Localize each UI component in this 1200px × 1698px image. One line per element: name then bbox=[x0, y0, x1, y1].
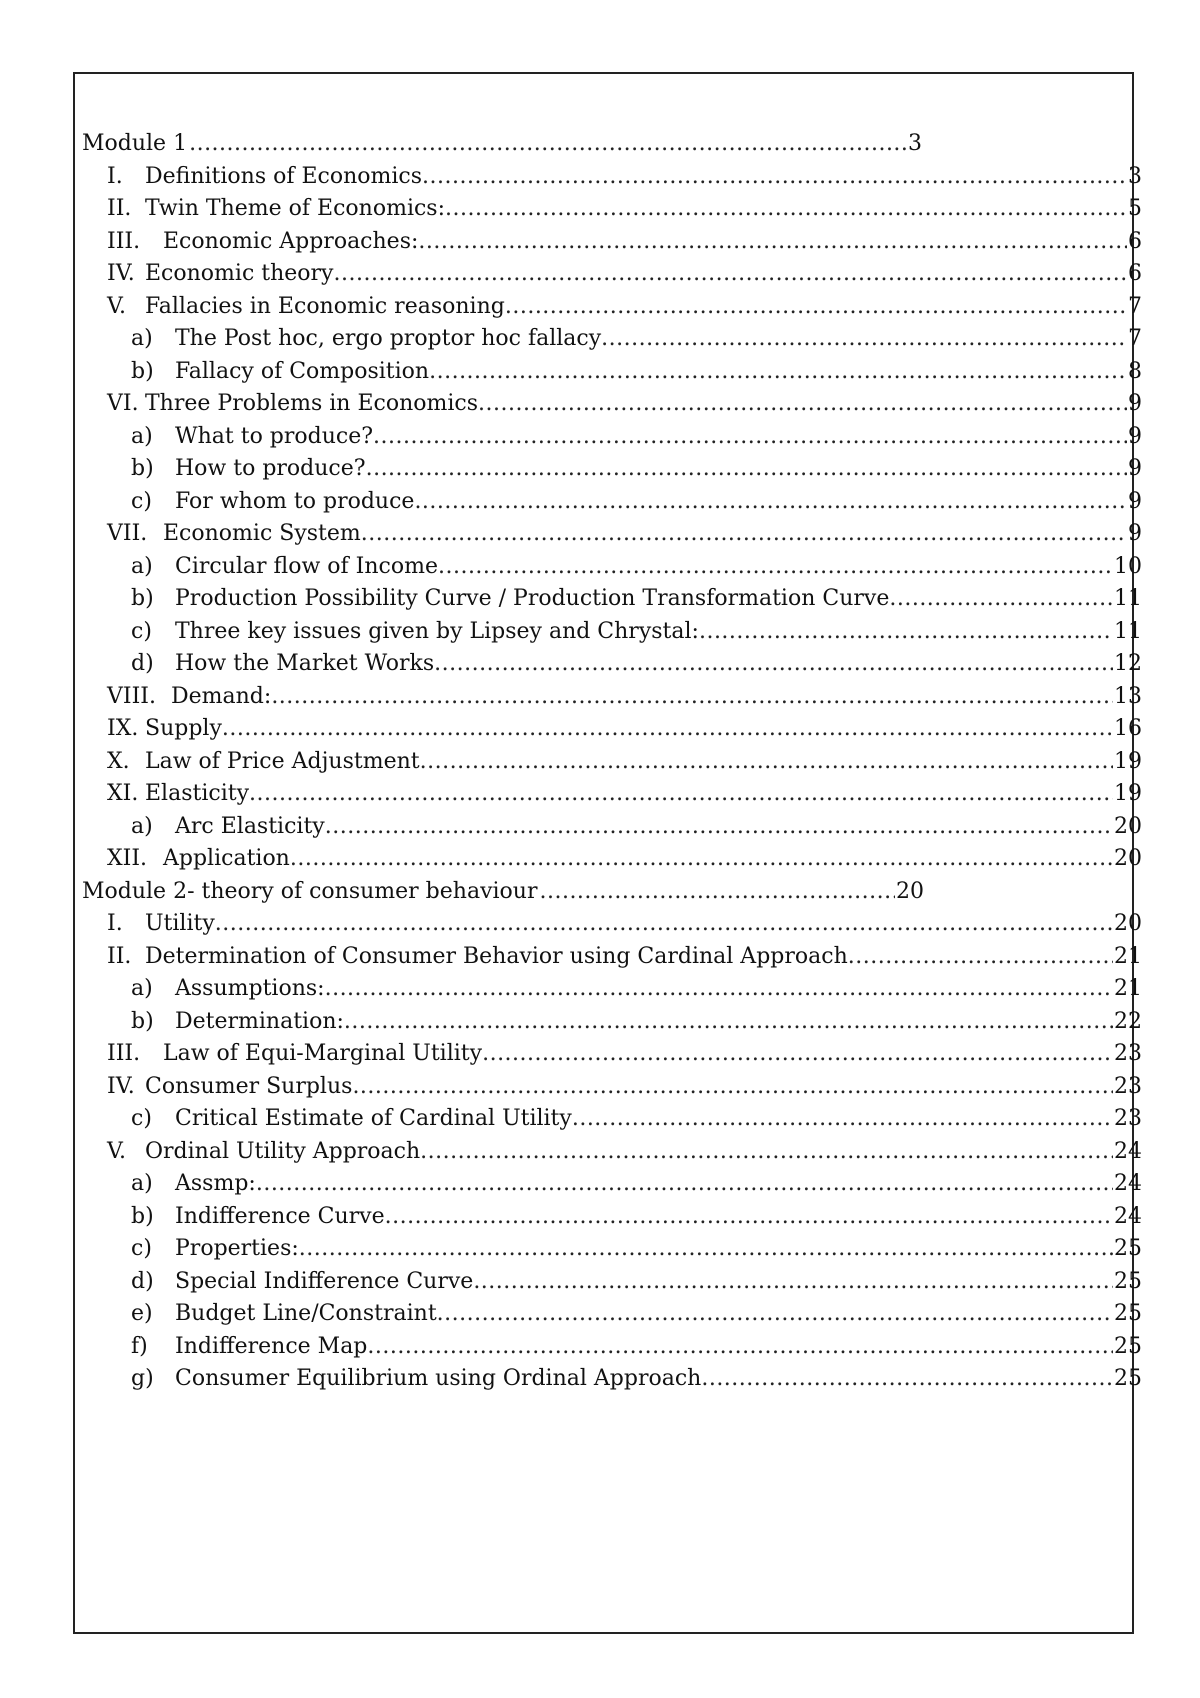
toc-entry[interactable] bbox=[82, 291, 1142, 324]
toc-entry-title: Special Indifference Curve bbox=[175, 1268, 474, 1294]
toc-entry[interactable] bbox=[82, 1006, 1142, 1039]
toc-dot-leader bbox=[445, 193, 1127, 226]
toc-entry[interactable] bbox=[82, 193, 1142, 226]
toc-dot-leader bbox=[344, 1006, 1113, 1039]
toc-page-number: 12 bbox=[1114, 651, 1142, 676]
toc-entry-number: b) bbox=[131, 586, 154, 611]
toc-dot-leader bbox=[333, 258, 1127, 291]
toc-entry-title: Three key issues given by Lipsey and Chrystal: bbox=[175, 618, 699, 644]
toc-dot-leader bbox=[414, 486, 1127, 519]
toc-entry-number: V. bbox=[107, 1138, 127, 1164]
toc-entry[interactable] bbox=[82, 908, 1142, 941]
toc-page-number: 16 bbox=[1114, 716, 1142, 741]
toc-page-number: 21 bbox=[1114, 943, 1142, 969]
toc-entry-number: b) bbox=[131, 456, 154, 481]
toc-entry-number: II. bbox=[107, 943, 132, 969]
toc-entry-number: VII. bbox=[107, 521, 148, 546]
toc-dot-leader bbox=[539, 876, 895, 909]
toc-page-number: 20 bbox=[896, 878, 924, 904]
toc-page-number: 25 bbox=[1114, 1301, 1142, 1326]
toc-entry[interactable] bbox=[82, 1168, 1142, 1201]
toc-dot-leader bbox=[701, 1363, 1113, 1396]
toc-entry-number: a) bbox=[131, 1171, 153, 1196]
toc-entry-title: Critical Estimate of Cardinal Utility bbox=[175, 1106, 572, 1131]
toc-entry[interactable] bbox=[82, 421, 1142, 454]
toc-dot-leader bbox=[420, 746, 1113, 779]
toc-page-number: 20 bbox=[1114, 813, 1142, 839]
toc-entry-number: III. bbox=[107, 228, 141, 254]
toc-entry[interactable] bbox=[82, 1266, 1142, 1299]
toc-entry-number: a) bbox=[131, 813, 153, 839]
toc-entry[interactable] bbox=[82, 616, 1142, 649]
toc-dot-leader bbox=[290, 843, 1113, 876]
toc-dot-leader bbox=[215, 908, 1113, 941]
toc-entry-title: Utility bbox=[145, 911, 215, 936]
toc-entry-number: d) bbox=[131, 1268, 154, 1294]
toc-entry[interactable] bbox=[82, 356, 1142, 389]
toc-entry-title: Demand: bbox=[171, 683, 272, 709]
toc-entry-number: a) bbox=[131, 976, 153, 1001]
toc-entry-title: Determination: bbox=[175, 1008, 344, 1034]
toc-entry-number: IX. bbox=[107, 716, 139, 741]
toc-page-number: 9 bbox=[1128, 456, 1142, 481]
toc-page-number: 11 bbox=[1114, 618, 1142, 644]
toc-dot-leader bbox=[601, 323, 1127, 356]
toc-entry-number: b) bbox=[131, 1008, 154, 1034]
toc-dot-leader bbox=[434, 648, 1113, 681]
toc-entry-title: Assmp: bbox=[175, 1171, 256, 1196]
toc-entry[interactable] bbox=[82, 486, 1142, 519]
toc-entry-title: Application bbox=[163, 846, 290, 871]
toc-dot-leader bbox=[473, 1266, 1113, 1299]
toc-entry[interactable] bbox=[82, 226, 1142, 259]
toc-entry-number: c) bbox=[131, 1236, 152, 1261]
toc-entry-title: How the Market Works bbox=[175, 651, 435, 676]
toc-page-number: 5 bbox=[1128, 196, 1142, 221]
toc-dot-leader bbox=[325, 973, 1113, 1006]
toc-dot-leader bbox=[352, 1071, 1113, 1104]
toc-dot-leader bbox=[422, 161, 1127, 194]
toc-dot-leader bbox=[222, 713, 1113, 746]
toc-entry-title: Elasticity bbox=[145, 781, 250, 806]
toc-entry-number: VI. bbox=[107, 391, 139, 416]
toc-page-number: 19 bbox=[1114, 748, 1142, 774]
toc-entry-title: Production Possibility Curve / Production Transformation Curve bbox=[175, 586, 890, 611]
toc-entry-title: Circular flow of Income bbox=[175, 553, 438, 579]
toc-dot-leader bbox=[418, 226, 1127, 259]
toc-entry[interactable] bbox=[82, 551, 1142, 584]
toc-entry-number: IV. bbox=[107, 1073, 135, 1099]
toc-entry[interactable] bbox=[82, 453, 1142, 486]
toc-entry-number: I. bbox=[107, 163, 123, 189]
toc-entry-number: c) bbox=[131, 488, 152, 514]
toc-dot-leader bbox=[385, 1201, 1113, 1234]
toc-dot-leader bbox=[367, 1331, 1113, 1364]
toc-page-number: 6 bbox=[1128, 228, 1142, 254]
toc-entry-number: III. bbox=[107, 1041, 141, 1066]
toc-dot-leader bbox=[848, 941, 1113, 974]
toc-entry-title: Consumer Equilibrium using Ordinal Approach bbox=[175, 1366, 702, 1391]
toc-dot-leader bbox=[361, 518, 1127, 551]
toc-entry-number: a) bbox=[131, 326, 153, 351]
toc-entry-title: Law of Price Adjustment bbox=[145, 748, 420, 774]
toc-dot-leader bbox=[325, 811, 1113, 844]
toc-entry-title: Budget Line/Constraint bbox=[175, 1301, 437, 1326]
toc-entry[interactable] bbox=[82, 1201, 1142, 1234]
toc-dot-leader bbox=[572, 1103, 1113, 1136]
toc-page-number: 19 bbox=[1114, 781, 1142, 806]
toc-page-number: 8 bbox=[1128, 358, 1142, 384]
toc-entry-title: Consumer Surplus bbox=[145, 1073, 353, 1099]
toc-entry[interactable] bbox=[82, 941, 1142, 974]
toc-page-number: 9 bbox=[1128, 423, 1142, 449]
toc-entry-title: Fallacy of Composition bbox=[175, 358, 430, 384]
toc-page-number: 25 bbox=[1114, 1333, 1142, 1359]
toc-entry[interactable] bbox=[82, 161, 1142, 194]
toc-dot-leader bbox=[299, 1233, 1113, 1266]
toc-page-number: 10 bbox=[1114, 553, 1142, 579]
toc-entry[interactable] bbox=[82, 1298, 1142, 1331]
toc-entry-number: d) bbox=[131, 651, 154, 676]
toc-entry-number: XI. bbox=[107, 781, 139, 806]
toc-entry-title: Indifference Curve bbox=[175, 1203, 385, 1229]
toc-entry[interactable] bbox=[82, 1331, 1142, 1364]
toc-entry[interactable] bbox=[82, 583, 1142, 616]
toc-dot-leader bbox=[373, 421, 1127, 454]
toc-page-number: 23 bbox=[1114, 1106, 1142, 1131]
toc-dot-leader bbox=[429, 356, 1127, 389]
toc-entry-title: Economic theory bbox=[145, 261, 334, 286]
toc-entry[interactable] bbox=[82, 1136, 1142, 1169]
toc-entry[interactable] bbox=[82, 1233, 1142, 1266]
toc-entry-title: Indifference Map bbox=[175, 1333, 368, 1359]
toc-dot-leader bbox=[505, 291, 1127, 324]
toc-entry-number: V. bbox=[107, 293, 127, 319]
toc-module-heading[interactable] bbox=[82, 876, 924, 909]
toc-page-number: 25 bbox=[1114, 1268, 1142, 1294]
toc-module-heading[interactable] bbox=[82, 128, 922, 161]
toc-page-number: 25 bbox=[1114, 1366, 1142, 1391]
toc-page-number: 23 bbox=[1114, 1073, 1142, 1099]
toc-entry-number: b) bbox=[131, 358, 154, 384]
toc-entry-title: Economic Approaches: bbox=[163, 228, 419, 254]
toc-page-number: 9 bbox=[1128, 488, 1142, 514]
toc-entry[interactable] bbox=[82, 258, 1142, 291]
toc-entry-title: How to produce? bbox=[175, 456, 366, 481]
toc-entry[interactable] bbox=[82, 843, 1142, 876]
toc-entry[interactable] bbox=[82, 388, 1142, 421]
toc-entry[interactable] bbox=[82, 323, 1142, 356]
toc-entry-title: Assumptions: bbox=[175, 976, 325, 1001]
toc-entry-title: Law of Equi-Marginal Utility bbox=[163, 1041, 483, 1066]
toc-entry[interactable] bbox=[82, 811, 1142, 844]
toc-entry-title: Definitions of Economics bbox=[145, 163, 423, 189]
toc-entry[interactable] bbox=[82, 1071, 1142, 1104]
table-of-contents bbox=[82, 128, 1142, 1396]
toc-dot-leader bbox=[271, 681, 1113, 714]
toc-entry-number: VIII. bbox=[107, 683, 156, 709]
toc-dot-leader bbox=[249, 778, 1113, 811]
toc-page-number: 6 bbox=[1128, 261, 1142, 286]
toc-dot-leader bbox=[256, 1168, 1113, 1201]
toc-entry-number: IV. bbox=[107, 261, 135, 286]
toc-entry-title: Ordinal Utility Approach bbox=[145, 1138, 421, 1164]
toc-entry-number: XII. bbox=[107, 846, 148, 871]
toc-entry[interactable] bbox=[82, 1363, 1142, 1396]
toc-page-number: 24 bbox=[1114, 1138, 1142, 1164]
toc-entry[interactable] bbox=[82, 518, 1142, 551]
toc-entry-title: Module 1 bbox=[82, 131, 188, 156]
toc-entry[interactable] bbox=[82, 746, 1142, 779]
toc-entry-title: Twin Theme of Economics: bbox=[145, 196, 445, 221]
toc-entry[interactable] bbox=[82, 973, 1142, 1006]
toc-dot-leader bbox=[437, 1298, 1113, 1331]
toc-page-number: 22 bbox=[1114, 1008, 1142, 1034]
toc-entry-title: The Post hoc, ergo proptor hoc fallacy bbox=[175, 326, 602, 351]
toc-entry-title: Arc Elasticity bbox=[175, 813, 325, 839]
toc-page-number: 24 bbox=[1114, 1171, 1142, 1196]
toc-entry-number: c) bbox=[131, 1106, 152, 1131]
toc-entry[interactable] bbox=[82, 648, 1142, 681]
toc-dot-leader bbox=[482, 1038, 1113, 1071]
toc-page-number: 23 bbox=[1114, 1041, 1142, 1066]
toc-dot-leader bbox=[420, 1136, 1113, 1169]
toc-page-number: 25 bbox=[1114, 1236, 1142, 1261]
toc-page-number: 13 bbox=[1114, 683, 1142, 709]
toc-entry-number: I. bbox=[107, 911, 123, 936]
toc-entry-number: X. bbox=[107, 748, 130, 774]
toc-entry[interactable] bbox=[82, 1038, 1142, 1071]
toc-entry-number: e) bbox=[131, 1301, 153, 1326]
toc-entry-title: Determination of Consumer Behavior using Cardinal Approach bbox=[145, 943, 848, 969]
toc-entry-title: Properties: bbox=[175, 1236, 299, 1261]
toc-entry[interactable] bbox=[82, 681, 1142, 714]
toc-entry-number: II. bbox=[107, 196, 132, 221]
toc-dot-leader bbox=[478, 388, 1127, 421]
toc-entry-title: Fallacies in Economic reasoning bbox=[145, 293, 505, 319]
toc-entry[interactable] bbox=[82, 1103, 1142, 1136]
toc-entry-number: b) bbox=[131, 1203, 154, 1229]
toc-entry-title: Economic System bbox=[163, 521, 361, 546]
toc-page-number: 9 bbox=[1128, 391, 1142, 416]
toc-entry-number: f) bbox=[131, 1333, 148, 1359]
toc-entry-title: Supply bbox=[145, 716, 222, 741]
toc-page-number: 11 bbox=[1114, 586, 1142, 611]
toc-page-number: 20 bbox=[1114, 846, 1142, 871]
toc-dot-leader bbox=[189, 128, 907, 161]
toc-dot-leader bbox=[699, 616, 1113, 649]
toc-entry-number: a) bbox=[131, 553, 153, 579]
toc-entry-title: Three Problems in Economics bbox=[145, 391, 478, 416]
toc-page-number: 7 bbox=[1128, 326, 1142, 351]
toc-dot-leader bbox=[438, 551, 1113, 584]
toc-dot-leader bbox=[366, 453, 1127, 486]
toc-entry-number: c) bbox=[131, 618, 152, 644]
toc-page-number: 20 bbox=[1114, 911, 1142, 936]
toc-page-number: 21 bbox=[1114, 976, 1142, 1001]
toc-entry-number: a) bbox=[131, 423, 153, 449]
toc-page-number: 24 bbox=[1114, 1203, 1142, 1229]
toc-page-number: 3 bbox=[1128, 163, 1142, 189]
toc-entry-title: For whom to produce bbox=[175, 488, 415, 514]
toc-page-number: 9 bbox=[1128, 521, 1142, 546]
toc-page-number: 7 bbox=[1128, 293, 1142, 319]
toc-entry[interactable] bbox=[82, 778, 1142, 811]
toc-entry-number: g) bbox=[131, 1366, 154, 1391]
toc-entry[interactable] bbox=[82, 713, 1142, 746]
toc-dot-leader bbox=[889, 583, 1113, 616]
toc-page-number: 3 bbox=[908, 131, 922, 156]
toc-entry-title: What to produce? bbox=[175, 423, 374, 449]
toc-entry-title: Module 2- theory of consumer behaviour bbox=[82, 878, 538, 904]
